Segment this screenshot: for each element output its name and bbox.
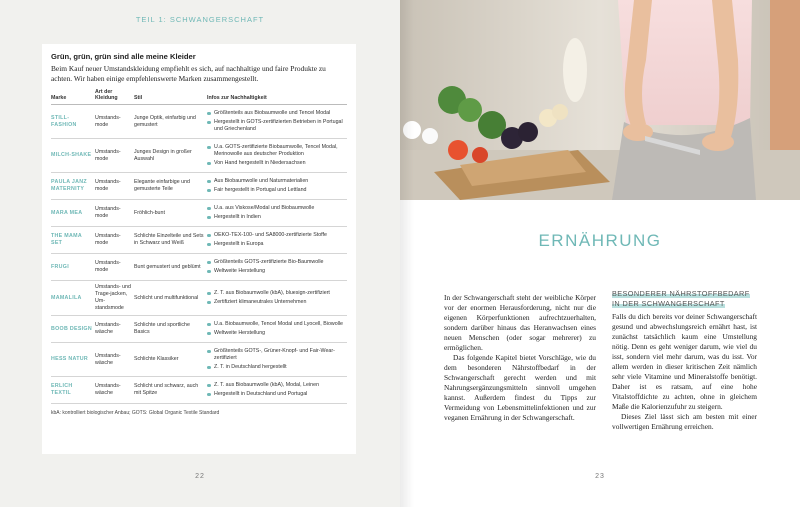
table-row xyxy=(51,254,347,281)
style-description: Junges Design in großer Auswahl xyxy=(134,139,207,173)
page-gutter-shadow xyxy=(400,0,414,507)
info-item xyxy=(207,382,345,389)
brand-name: PAULA JANZ MATERNITY xyxy=(51,173,95,200)
info-item xyxy=(207,330,345,337)
sustainability-info xyxy=(207,173,347,200)
clothing-type: Umstands-mode xyxy=(95,200,134,227)
bullet-icon xyxy=(207,301,211,305)
info-item xyxy=(207,187,345,194)
brand-name: THE MAMA SET xyxy=(51,227,95,254)
clothing-type: Umstands-mode xyxy=(95,139,134,173)
info-text: Z. T. in Deutschland hergestellt xyxy=(214,364,287,371)
style-description: Fröhlich-bunt xyxy=(134,200,207,227)
info-text: Hergestellt in Deutschland und Portugal xyxy=(214,391,308,398)
style-description: Bunt gemustert und geblümt xyxy=(134,254,207,281)
clothing-type: Umstands-wäsche xyxy=(95,343,134,377)
clothing-type: Umstands-mode xyxy=(95,173,134,200)
bullet-icon xyxy=(207,261,211,265)
info-text: Z. T. aus Biobaumwolle (kbA), bluesign-zertifiziert xyxy=(214,290,330,297)
section-subheading xyxy=(612,289,757,309)
body-column-left xyxy=(444,293,596,423)
info-item xyxy=(207,364,345,371)
header-marke: Marke xyxy=(51,89,95,105)
brand-name: ERLICH TEXTIL xyxy=(51,377,95,404)
paragraph: Dieses Ziel lässt sich am besten mit einer vollwertigen Ernährung erreichen. xyxy=(612,412,757,431)
info-item xyxy=(207,119,345,133)
sustainability-info xyxy=(207,227,347,254)
style-description: Schlichte und sportliche Basics xyxy=(134,316,207,343)
brand-name: MILCH-SHAKE xyxy=(51,139,95,173)
brand-name: STILL-FASHION xyxy=(51,105,95,139)
info-text: Größtenteils aus Biobaumwolle und Tencel Modal xyxy=(214,110,331,117)
chapter-title: ERNÄHRUNG xyxy=(538,231,662,250)
info-text: Weltweite Herstellung xyxy=(214,330,266,337)
info-item xyxy=(207,178,345,185)
table-row xyxy=(51,227,347,254)
paragraph: In der Schwangerschaft steht der weibliche Körper vor der enormen Herausforderung, nicht nur die eigenen Körperfunktionen aufrechtzuerhalten, sondern darüber hinaus das Heranwachsen eines neuen Menschen (oder sogar mehrerer) zu ermöglichen. xyxy=(444,293,596,352)
bullet-icon xyxy=(207,189,211,193)
bullet-icon xyxy=(207,393,211,397)
bullet-icon xyxy=(207,270,211,274)
info-text: Aus Biobaumwolle und Naturmaterialien xyxy=(214,178,309,185)
bullet-icon xyxy=(207,323,211,327)
info-text: Von Hand hergestellt in Niedersachsen xyxy=(214,160,306,167)
info-item xyxy=(207,144,345,158)
box-intro: Beim Kauf neuer Umstandskleidung empfiehlt es sich, auf nachhaltige und faire Produkte zu achten. Wir haben einige empfehlenswerte Marken zusammengestellt. xyxy=(51,64,326,83)
info-text: Weltweite Herstellung xyxy=(214,268,266,275)
bullet-icon xyxy=(207,292,211,296)
subheading-line: BESONDERER NÄHRSTOFFBEDARF xyxy=(612,289,750,298)
box-title: Grün, grün, grün sind alle meine Kleider xyxy=(51,52,196,61)
info-text: Größtenteils GOTS-, Grüner-Knopf- und Fair-Wear-zertifiziert xyxy=(214,348,335,362)
pregnant-woman-cutting-vegetables-photo xyxy=(400,0,800,200)
info-item xyxy=(207,205,345,212)
style-description: Junge Optik, einfarbig und gemustert xyxy=(134,105,207,139)
info-item xyxy=(207,214,345,221)
clothing-type: Umstands- und Trage-jacken, Um-standsmode xyxy=(95,281,134,316)
table-header-row xyxy=(51,89,347,105)
bullet-icon xyxy=(207,121,211,125)
sustainability-info xyxy=(207,139,347,173)
bullet-icon xyxy=(207,207,211,211)
brand-name: FRUGI xyxy=(51,254,95,281)
header-art: Art der Kleidung xyxy=(95,89,134,105)
clothing-type: Umstands-wäsche xyxy=(95,316,134,343)
style-description: Schlichte Klassiker xyxy=(134,343,207,377)
info-item xyxy=(207,268,345,275)
paragraph: Falls du dich bereits vor deiner Schwangerschaft gesund und abwechslungsreich ernährt hast, ist zunächst tatsächlich kaum eine Umstellung nötig. Denn es geht weniger darum, wie viel du isst, sondern viel mehr darum, was du isst. Vor allem werden in dieser kritischen Zeit nämlich sehr viele Vitamine und Mineralstoffe benötigt. Daher ist es ratsam, auf eine hohe Vitalstoffdichte zu achten, ohne in gleichem Maße die Kalorienzufuhr zu steigern. xyxy=(612,312,757,411)
sustainability-info xyxy=(207,105,347,139)
bullet-icon xyxy=(207,112,211,116)
running-header: TEIL 1: SCHWANGERSCHAFT xyxy=(135,15,265,24)
clothing-type: Umstands-mode xyxy=(95,227,134,254)
bullet-icon xyxy=(207,366,211,370)
info-item xyxy=(207,321,345,328)
paragraph: Das folgende Kapitel bietet Vorschläge, wie du dem besonderen Nährstoffbedarf in der Schwangerschaft gerecht werden und mit Nahrungsergänzungsmitteln sinnvoll umgehen kannst. Außerdem findest du Tipps zur Vermeidung von Lebensmittelinfektionen und zur veganen Ernährung in der Schwangerschaft. xyxy=(444,353,596,422)
brand-name: MAMALILA xyxy=(51,281,95,316)
info-text: U.a. GOTS-zertifizierte Biobaumwolle, Tencel Modal, Merinowolle aus deutscher Produktion xyxy=(214,144,338,158)
info-text: Größtenteils GOTS-zertifizierte Bio-Baumwolle xyxy=(214,259,324,266)
table-row xyxy=(51,139,347,173)
subheading-line: IN DER SCHWANGERSCHAFT xyxy=(612,299,725,308)
table-row xyxy=(51,377,347,404)
right-page xyxy=(400,0,800,507)
bullet-icon xyxy=(207,243,211,247)
info-item xyxy=(207,299,345,306)
info-item xyxy=(207,241,345,248)
info-text: Fair hergestellt in Portugal und Lettland xyxy=(214,187,307,194)
bullet-icon xyxy=(207,332,211,336)
table-row xyxy=(51,316,347,343)
page-number-left: 22 xyxy=(195,473,205,480)
bullet-icon xyxy=(207,350,211,354)
clothing-type: Umstands-mode xyxy=(95,254,134,281)
bullet-icon xyxy=(207,146,211,150)
info-box xyxy=(42,44,356,454)
info-text: Hergestellt in Indien xyxy=(214,214,261,221)
info-text: Z. T. aus Biobaumwolle (kbA), Modal, Leinen xyxy=(214,382,320,389)
sustainability-info xyxy=(207,200,347,227)
table-row xyxy=(51,343,347,377)
brands-table xyxy=(51,89,347,404)
style-description: Schlicht und schwarz, auch mit Spitze xyxy=(134,377,207,404)
table-row xyxy=(51,105,347,139)
bullet-icon xyxy=(207,180,211,184)
info-item xyxy=(207,110,345,117)
info-text: U.a. aus Viskose/Modal und Biobaumwolle xyxy=(214,205,315,212)
table-body xyxy=(51,105,347,404)
info-item xyxy=(207,290,345,297)
sustainability-info xyxy=(207,343,347,377)
sustainability-info xyxy=(207,281,347,316)
bullet-icon xyxy=(207,384,211,388)
info-text: U.a. Biobaumwolle, Tencel Modal und Lyocell, Biowolle xyxy=(214,321,343,328)
sustainability-info xyxy=(207,316,347,343)
info-text: Hergestellt in Europa xyxy=(214,241,264,248)
bullet-icon xyxy=(207,162,211,166)
header-infos: Infos zur Nachhaltigkeit xyxy=(207,89,347,105)
brand-name: BOOB DESIGN xyxy=(51,316,95,343)
info-item xyxy=(207,232,345,239)
table-footnote: kbA: kontrolliert biologischer Anbau; GOTS: Global Organic Textile Standard xyxy=(51,410,220,417)
brand-name: HESS NATUR xyxy=(51,343,95,377)
style-description: Schlichte Einzelteile und Sets in Schwarz und Weiß xyxy=(134,227,207,254)
info-item xyxy=(207,259,345,266)
info-text: Zertifiziert klimaneutrales Unternehmen xyxy=(214,299,307,306)
style-description: Elegante einfarbige und gemusterte Teile xyxy=(134,173,207,200)
sustainability-info xyxy=(207,377,347,404)
info-text: Hergestellt in GOTS-zertifizierten Betrieben in Portugal und Griechenland xyxy=(214,119,343,133)
clothing-type: Umstands-wäsche xyxy=(95,377,134,404)
info-item xyxy=(207,391,345,398)
info-text: OEKO-TEX-100- und SA8000-zertifizierte Stoffe xyxy=(214,232,327,239)
table-row xyxy=(51,281,347,316)
bullet-icon xyxy=(207,216,211,220)
table-row xyxy=(51,173,347,200)
page-number-right: 23 xyxy=(595,473,605,480)
header-stil: Stil xyxy=(134,89,207,105)
brand-name: MARA MEA xyxy=(51,200,95,227)
style-description: Schlicht und multifunktional xyxy=(134,281,207,316)
clothing-type: Umstands-mode xyxy=(95,105,134,139)
sustainability-info xyxy=(207,254,347,281)
bullet-icon xyxy=(207,234,211,238)
info-item xyxy=(207,160,345,167)
body-column-right xyxy=(612,289,757,432)
table-row xyxy=(51,200,347,227)
info-item xyxy=(207,348,345,362)
